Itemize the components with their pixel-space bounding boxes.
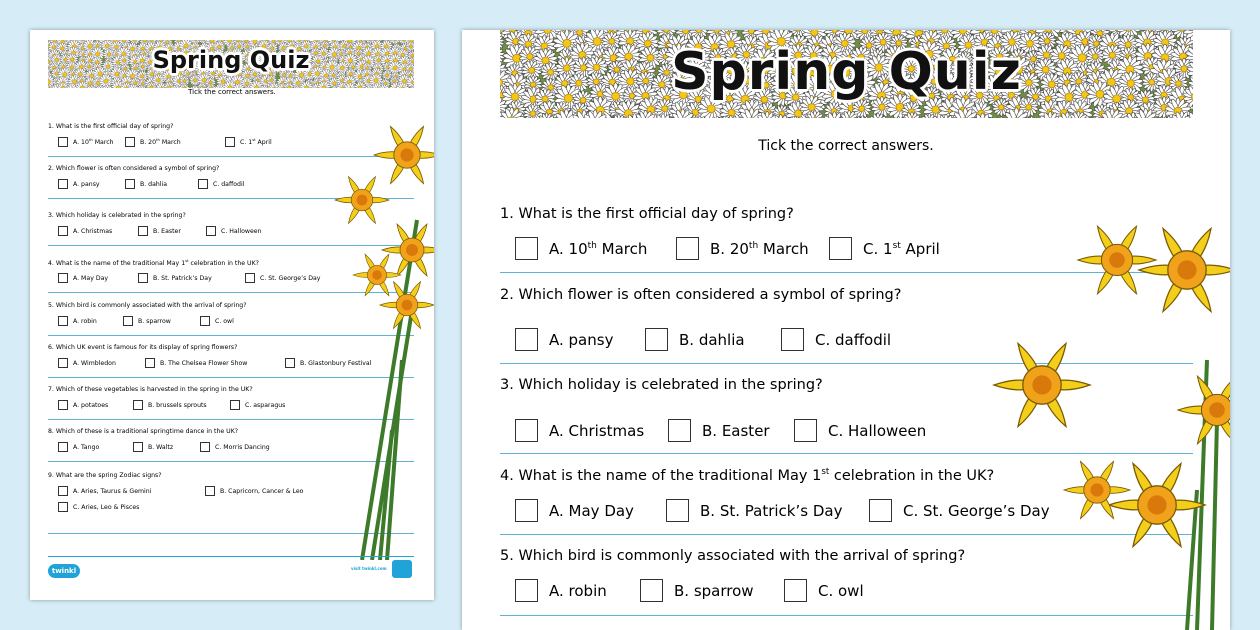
answer-checkbox[interactable] <box>225 137 235 147</box>
answer-checkbox[interactable] <box>58 179 68 189</box>
option-label: A. 10th March <box>549 239 648 258</box>
answer-checkbox[interactable] <box>794 419 817 442</box>
answer-checkbox[interactable] <box>515 499 538 522</box>
option-label: A. pansy <box>549 330 614 349</box>
question <box>500 548 965 564</box>
daffodil-illustration <box>292 100 434 560</box>
instructions: Tick the correct answers. <box>188 88 276 96</box>
question-text: 5. Which bird is commonly associated with the arrival of spring? <box>500 548 966 564</box>
question-text: 4. What is the name of the traditional May 1st celebration in the UK? <box>500 467 995 484</box>
question <box>48 165 219 172</box>
answer-checkbox[interactable] <box>125 179 135 189</box>
answer-checkbox[interactable] <box>515 237 538 260</box>
question-text: 6. Which UK event is famous for its display of spring flowers? <box>48 344 238 351</box>
question <box>500 467 994 484</box>
option-label: A. robin <box>549 581 607 600</box>
question-text: 2. Which flower is often considered a symbol of spring? <box>48 165 220 172</box>
option-label: A. Christmas <box>73 227 113 235</box>
question <box>48 386 253 393</box>
option-label: B. St. Patrick’s Day <box>700 501 843 520</box>
option-label: B. dahlia <box>679 330 745 349</box>
option-label: B. Easter <box>702 421 770 440</box>
answer-checkbox[interactable] <box>205 486 215 496</box>
question <box>500 377 823 393</box>
option-label: B. Easter <box>153 227 181 235</box>
answer-checkbox[interactable] <box>123 316 133 326</box>
worksheet-zoomed <box>462 30 1230 630</box>
option-label: C. Morris Dancing <box>215 443 270 451</box>
partner-badge <box>392 560 412 578</box>
option-label: A. pansy <box>73 180 100 188</box>
answer-checkbox[interactable] <box>58 502 68 512</box>
banner <box>500 30 1193 118</box>
question-text: 9. What are the spring Zodiac signs? <box>48 472 162 479</box>
option-label: C. owl <box>215 317 234 325</box>
option-label: B. The Chelsea Flower Show <box>160 359 248 367</box>
answer-checkbox[interactable] <box>200 442 210 452</box>
question-text: 7. Which of these vegetables is harvested in the spring in the UK? <box>48 386 253 393</box>
option-label: A. Tango <box>73 443 100 451</box>
answer-checkbox[interactable] <box>58 442 68 452</box>
option-label: B. dahlia <box>140 180 168 188</box>
question <box>500 287 901 303</box>
question <box>48 302 247 309</box>
question-text: 3. Which holiday is celebrated in the spring? <box>48 212 186 219</box>
answer-checkbox[interactable] <box>829 237 852 260</box>
instructions: Tick the correct answers. <box>758 138 934 154</box>
option-label: C. 1st April <box>863 239 940 258</box>
option-label: C. St. George’s Day <box>903 501 1050 520</box>
question-text: 3. Which holiday is celebrated in the spring? <box>500 377 823 393</box>
option-label: B. St. Patrick’s Day <box>153 274 212 282</box>
answer-checkbox[interactable] <box>784 579 807 602</box>
answer-checkbox[interactable] <box>645 328 668 351</box>
answer-checkbox[interactable] <box>58 400 68 410</box>
answer-checkbox[interactable] <box>781 328 804 351</box>
answer-checkbox[interactable] <box>133 400 143 410</box>
answer-checkbox[interactable] <box>640 579 663 602</box>
answer-checkbox[interactable] <box>58 358 68 368</box>
answer-checkbox[interactable] <box>125 137 135 147</box>
answer-checkbox[interactable] <box>58 486 68 496</box>
footer-rule <box>48 556 414 557</box>
footer-url: visit twinkl.com <box>351 566 387 571</box>
answer-checkbox[interactable] <box>515 328 538 351</box>
option-label: A. potatoes <box>73 401 109 409</box>
question-text: 8. Which of these is a traditional springtime dance in the UK? <box>48 428 239 435</box>
option-label: A. May Day <box>73 274 109 282</box>
question <box>500 206 794 222</box>
option-label: A. 10th March <box>73 137 114 147</box>
answer-checkbox[interactable] <box>58 137 68 147</box>
option-label: B. Glastonbury Festival <box>300 359 372 367</box>
answer-checkbox[interactable] <box>206 226 216 236</box>
option-label: A. May Day <box>549 501 634 520</box>
option-label: B. 20th March <box>140 137 181 147</box>
answer-checkbox[interactable] <box>58 316 68 326</box>
daffodil-illustration <box>967 160 1230 630</box>
option-label: C. Aries, Leo & Pisces <box>73 503 140 511</box>
answer-checkbox[interactable] <box>245 273 255 283</box>
option-label: A. Christmas <box>549 421 645 440</box>
question-text: 4. What is the name of the traditional May 1st celebration in the UK? <box>48 259 259 268</box>
answer-checkbox[interactable] <box>676 237 699 260</box>
page-title: Spring Quiz <box>152 46 310 74</box>
option-label: C. Halloween <box>221 227 262 235</box>
question-text: 1. What is the first official day of spring? <box>500 206 794 222</box>
answer-checkbox[interactable] <box>145 358 155 368</box>
answer-checkbox[interactable] <box>198 179 208 189</box>
question <box>48 259 259 267</box>
option-label: C. Halloween <box>828 421 927 440</box>
question <box>48 428 238 435</box>
option-label: C. owl <box>818 581 864 600</box>
option-label: C. St. George’s Day <box>260 274 321 282</box>
worksheet-thumbnail <box>30 30 434 600</box>
answer-checkbox[interactable] <box>668 419 691 442</box>
twinkl-logo: twinkl <box>48 564 80 578</box>
question-text: 1. What is the first official day of spring? <box>48 123 174 130</box>
option-label: C. asparagus <box>245 401 286 409</box>
answer-checkbox[interactable] <box>869 499 892 522</box>
option-label: A. Wimbledon <box>73 359 116 367</box>
question-text: 2. Which flower is often considered a symbol of spring? <box>500 287 902 303</box>
answer-checkbox[interactable] <box>200 316 210 326</box>
option-label: B. Capricorn, Cancer & Leo <box>220 487 304 495</box>
banner <box>48 40 414 88</box>
option-label: A. Aries, Taurus & Gemini <box>73 487 152 495</box>
answer-checkbox[interactable] <box>133 442 143 452</box>
option-label: B. 20th March <box>710 239 809 258</box>
option-label: C. daffodil <box>815 330 892 349</box>
option-label: A. robin <box>73 317 97 325</box>
answer-checkbox[interactable] <box>515 579 538 602</box>
question-text: 5. Which bird is commonly associated with the arrival of spring? <box>48 302 247 309</box>
answer-checkbox[interactable] <box>230 400 240 410</box>
answer-checkbox[interactable] <box>58 226 68 236</box>
answer-checkbox[interactable] <box>666 499 689 522</box>
option-label: B. Waltz <box>148 443 174 451</box>
page-title: Spring Quiz <box>671 42 1022 102</box>
option-label: B. sparrow <box>674 581 754 600</box>
answer-checkbox[interactable] <box>138 226 148 236</box>
question <box>48 212 186 219</box>
answer-checkbox[interactable] <box>515 419 538 442</box>
option-label: B. sparrow <box>138 317 171 325</box>
option-label: C. daffodil <box>213 180 245 188</box>
option-label: C. 1st April <box>240 137 272 147</box>
answer-checkbox[interactable] <box>138 273 148 283</box>
question <box>48 472 162 479</box>
option-label: B. brussels sprouts <box>148 401 207 409</box>
question <box>48 123 173 130</box>
question <box>48 344 237 351</box>
answer-checkbox[interactable] <box>58 273 68 283</box>
